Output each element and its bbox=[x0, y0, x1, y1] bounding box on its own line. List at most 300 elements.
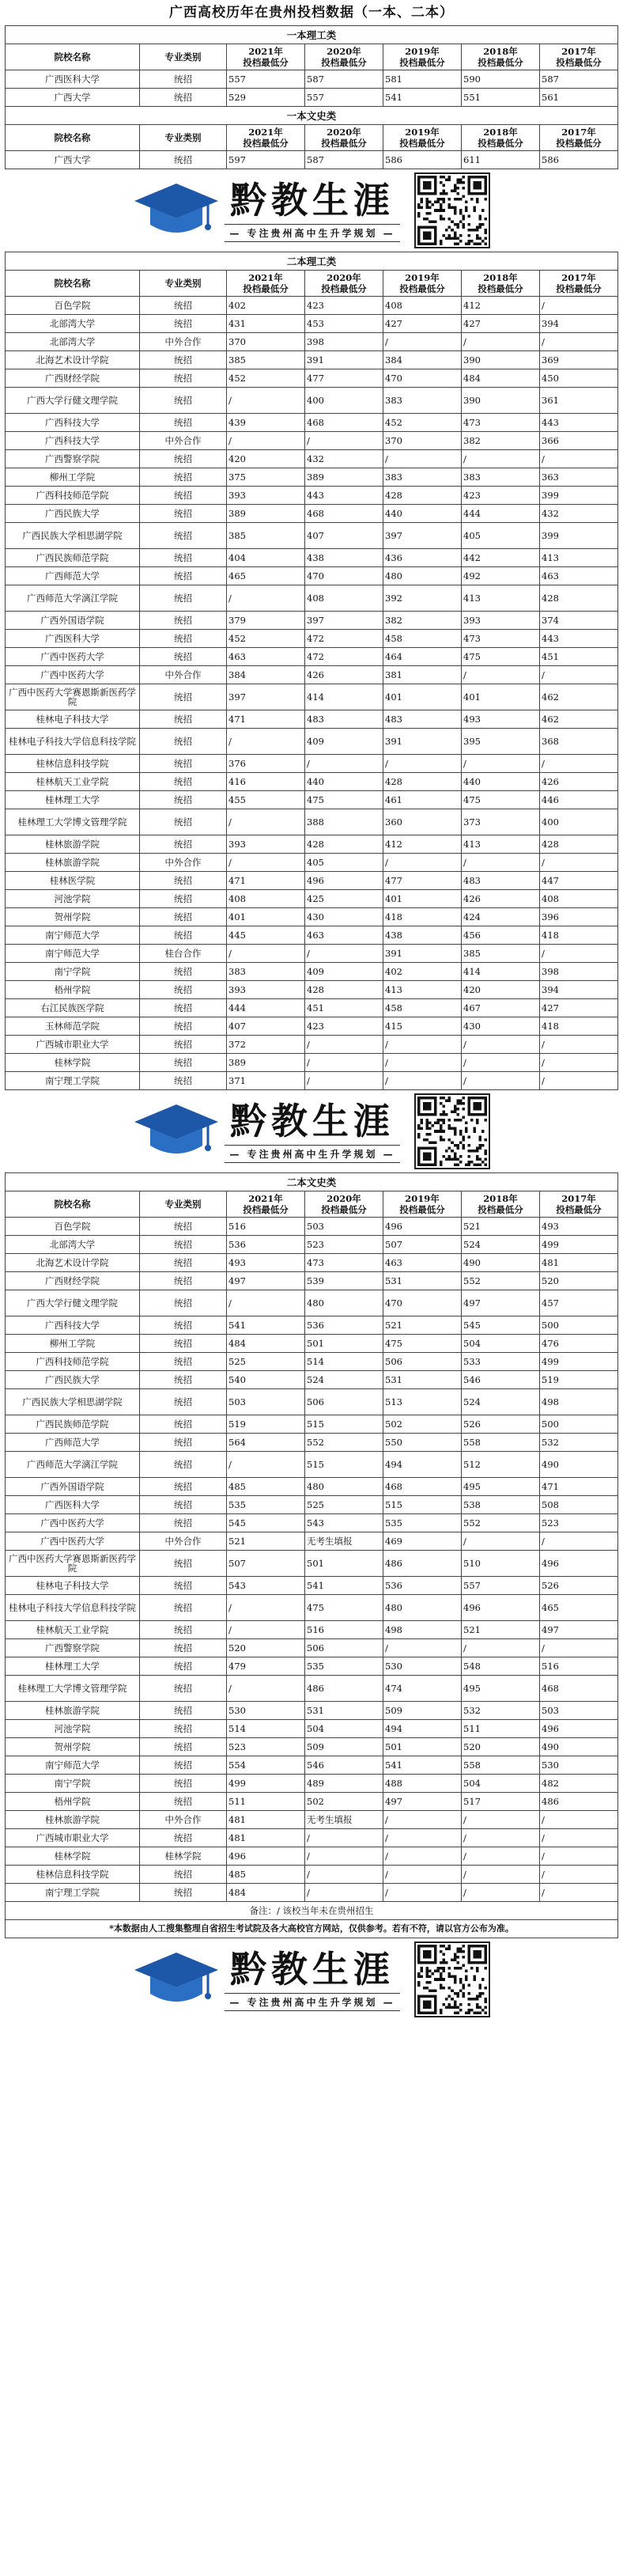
major-type: 统招 bbox=[140, 1254, 227, 1272]
table-row bbox=[6, 908, 618, 926]
min-score: 535 bbox=[383, 1514, 462, 1532]
table-row bbox=[6, 999, 618, 1017]
min-score: 538 bbox=[462, 1496, 540, 1514]
min-score: 581 bbox=[383, 70, 462, 89]
min-score: 552 bbox=[305, 1434, 383, 1452]
header-year bbox=[305, 125, 383, 151]
header-year bbox=[540, 1191, 618, 1218]
min-score: 550 bbox=[383, 1434, 462, 1452]
brand-slogan: — 专注贵州高中生升学规划 — bbox=[225, 1993, 399, 2011]
min-score: 496 bbox=[305, 872, 383, 890]
brand-name: 黔教生涯 bbox=[229, 1099, 395, 1142]
table-row bbox=[6, 1389, 618, 1415]
document bbox=[5, 0, 618, 2021]
min-score: 472 bbox=[305, 648, 383, 666]
school-name: 广西民族大学相思湖学院 bbox=[6, 523, 140, 549]
min-score: / bbox=[383, 1847, 462, 1866]
header-year-sub: 投档最低分 bbox=[321, 138, 367, 149]
min-score: 483 bbox=[383, 710, 462, 729]
min-score: 541 bbox=[227, 1316, 305, 1335]
header-year bbox=[305, 44, 383, 70]
table-row bbox=[6, 1514, 618, 1532]
min-score: 452 bbox=[227, 369, 305, 388]
min-score: 482 bbox=[540, 1775, 618, 1793]
table-row bbox=[6, 1371, 618, 1389]
header-year bbox=[540, 125, 618, 151]
min-score: 399 bbox=[540, 523, 618, 549]
table-row bbox=[6, 1775, 618, 1793]
header-year-sub: 投档最低分 bbox=[556, 1204, 602, 1215]
table-row bbox=[6, 666, 618, 684]
min-score: 488 bbox=[383, 1775, 462, 1793]
header-year bbox=[462, 1191, 540, 1218]
min-score: 405 bbox=[305, 854, 383, 872]
min-score: 503 bbox=[305, 1218, 383, 1236]
table-row bbox=[6, 1272, 618, 1290]
table-row bbox=[6, 1316, 618, 1335]
min-score: 597 bbox=[227, 151, 305, 169]
min-score: 392 bbox=[383, 585, 462, 612]
min-score: 557 bbox=[462, 1577, 540, 1595]
major-type: 统招 bbox=[140, 729, 227, 755]
school-name: 广西中医药大学赛恩斯新医药学院 bbox=[6, 1551, 140, 1577]
min-score: 430 bbox=[305, 908, 383, 926]
min-score: 467 bbox=[462, 999, 540, 1017]
min-score: 385 bbox=[227, 351, 305, 369]
min-score: 558 bbox=[462, 1756, 540, 1775]
school-name: 广西城市职业大学 bbox=[6, 1829, 140, 1847]
major-type: 统招 bbox=[140, 963, 227, 981]
major-type: 统招 bbox=[140, 1290, 227, 1316]
min-score: 401 bbox=[227, 908, 305, 926]
min-score: / bbox=[383, 450, 462, 468]
header-year bbox=[383, 1191, 462, 1218]
min-score: / bbox=[383, 1036, 462, 1054]
major-type: 统招 bbox=[140, 710, 227, 729]
min-score: 504 bbox=[462, 1335, 540, 1353]
min-score: 440 bbox=[305, 773, 383, 791]
min-score: 407 bbox=[305, 523, 383, 549]
min-score: 407 bbox=[227, 1017, 305, 1036]
min-score: 无考生填报 bbox=[305, 1811, 383, 1829]
min-score: 473 bbox=[305, 1254, 383, 1272]
min-score: 490 bbox=[540, 1738, 618, 1756]
major-type: 中外合作 bbox=[140, 854, 227, 872]
header-row bbox=[6, 44, 618, 70]
min-score: / bbox=[540, 1829, 618, 1847]
min-score: / bbox=[383, 1639, 462, 1657]
major-type: 统招 bbox=[140, 549, 227, 567]
header-year-sub: 投档最低分 bbox=[478, 138, 523, 149]
table-row bbox=[6, 890, 618, 908]
min-score: 462 bbox=[540, 684, 618, 710]
min-score: 508 bbox=[540, 1496, 618, 1514]
min-score: 426 bbox=[305, 666, 383, 684]
brand-banner-1 bbox=[5, 169, 618, 252]
min-score: 502 bbox=[305, 1793, 383, 1811]
major-type: 统招 bbox=[140, 872, 227, 890]
min-score: 484 bbox=[462, 369, 540, 388]
min-score: 409 bbox=[305, 963, 383, 981]
min-score: 430 bbox=[462, 1017, 540, 1036]
min-score: / bbox=[305, 1847, 383, 1866]
header-year bbox=[227, 271, 305, 297]
school-name: 广西财经学院 bbox=[6, 1272, 140, 1290]
min-score: / bbox=[383, 1054, 462, 1072]
brand-cap bbox=[133, 1948, 220, 2011]
header-year bbox=[383, 125, 462, 151]
major-type: 统招 bbox=[140, 1639, 227, 1657]
major-type: 统招 bbox=[140, 755, 227, 773]
min-score: 393 bbox=[462, 612, 540, 630]
min-score: 587 bbox=[305, 151, 383, 169]
table-row bbox=[6, 1577, 618, 1595]
header-year-sub: 投档最低分 bbox=[321, 57, 367, 68]
min-score: / bbox=[462, 1884, 540, 1902]
min-score: 484 bbox=[227, 1335, 305, 1353]
major-type: 统招 bbox=[140, 809, 227, 835]
min-score: / bbox=[540, 1884, 618, 1902]
min-score: 504 bbox=[305, 1720, 383, 1738]
major-type: 中外合作 bbox=[140, 1811, 227, 1829]
table-row bbox=[6, 1218, 618, 1236]
school-name: 贺州学院 bbox=[6, 908, 140, 926]
table-row bbox=[6, 468, 618, 487]
min-score: / bbox=[540, 854, 618, 872]
min-score: / bbox=[540, 333, 618, 351]
min-score: / bbox=[540, 755, 618, 773]
table-row bbox=[6, 297, 618, 315]
section-label: 一本文史类 bbox=[6, 107, 618, 125]
table-tier2-arts bbox=[5, 1172, 618, 1902]
min-score: 561 bbox=[540, 89, 618, 107]
min-score: 395 bbox=[462, 729, 540, 755]
table-row bbox=[6, 1434, 618, 1452]
min-score: 415 bbox=[383, 1017, 462, 1036]
min-score: 383 bbox=[383, 468, 462, 487]
min-score: 477 bbox=[383, 872, 462, 890]
min-score: 545 bbox=[462, 1316, 540, 1335]
min-score: 531 bbox=[383, 1371, 462, 1389]
header-year-sub: 投档最低分 bbox=[243, 283, 289, 294]
min-score: / bbox=[540, 1639, 618, 1657]
brand-banner-2 bbox=[5, 1090, 618, 1172]
min-score: / bbox=[305, 1884, 383, 1902]
header-year-label: 2018年 bbox=[483, 46, 518, 57]
table-row bbox=[6, 505, 618, 523]
table-row bbox=[6, 414, 618, 432]
min-score: 428 bbox=[305, 981, 383, 999]
min-score: 480 bbox=[383, 1595, 462, 1621]
school-name: 桂林电子科技大学 bbox=[6, 710, 140, 729]
min-score: 479 bbox=[227, 1657, 305, 1676]
min-score: 490 bbox=[462, 1254, 540, 1272]
table-row bbox=[6, 729, 618, 755]
min-score: 384 bbox=[227, 666, 305, 684]
min-score: 611 bbox=[462, 151, 540, 169]
min-score: 493 bbox=[227, 1254, 305, 1272]
min-score: 471 bbox=[227, 872, 305, 890]
major-type: 统招 bbox=[140, 1621, 227, 1639]
table-row bbox=[6, 1496, 618, 1514]
min-score: 420 bbox=[462, 981, 540, 999]
min-score: 523 bbox=[540, 1514, 618, 1532]
min-score: 366 bbox=[540, 432, 618, 450]
school-name: 桂林信息科技学院 bbox=[6, 1866, 140, 1884]
min-score: 393 bbox=[227, 487, 305, 505]
min-score: 530 bbox=[383, 1657, 462, 1676]
school-name: 广西科技大学 bbox=[6, 414, 140, 432]
min-score: 462 bbox=[540, 710, 618, 729]
min-score: / bbox=[227, 809, 305, 835]
major-type: 统招 bbox=[140, 773, 227, 791]
major-type: 统招 bbox=[140, 1551, 227, 1577]
min-score: 412 bbox=[462, 297, 540, 315]
min-score: 486 bbox=[540, 1793, 618, 1811]
min-score: 463 bbox=[383, 1254, 462, 1272]
min-score: 428 bbox=[383, 487, 462, 505]
min-score: 509 bbox=[383, 1702, 462, 1720]
school-name: 右江民族医学院 bbox=[6, 999, 140, 1017]
graduation-cap-icon bbox=[133, 1948, 220, 2011]
table-row bbox=[6, 945, 618, 963]
min-score: 497 bbox=[383, 1793, 462, 1811]
min-score: / bbox=[462, 666, 540, 684]
school-name: 南宁师范大学 bbox=[6, 945, 140, 963]
min-score: 382 bbox=[462, 432, 540, 450]
min-score: 523 bbox=[305, 1236, 383, 1254]
min-score: 554 bbox=[227, 1756, 305, 1775]
min-score: 447 bbox=[540, 872, 618, 890]
major-type: 统招 bbox=[140, 1415, 227, 1434]
table-row bbox=[6, 1884, 618, 1902]
min-score: 503 bbox=[540, 1702, 618, 1720]
major-type: 统招 bbox=[140, 1371, 227, 1389]
major-type: 统招 bbox=[140, 999, 227, 1017]
table-row bbox=[6, 89, 618, 107]
min-score: 489 bbox=[305, 1775, 383, 1793]
min-score: 414 bbox=[305, 684, 383, 710]
min-score: 451 bbox=[540, 648, 618, 666]
min-score: 524 bbox=[462, 1236, 540, 1254]
table-row bbox=[6, 1621, 618, 1639]
min-score: 408 bbox=[383, 297, 462, 315]
min-score: 388 bbox=[305, 809, 383, 835]
min-score: 475 bbox=[383, 1335, 462, 1353]
school-name: 梧州学院 bbox=[6, 981, 140, 999]
min-score: 427 bbox=[462, 315, 540, 333]
header-school: 院校名称 bbox=[6, 125, 140, 151]
table-row bbox=[6, 1702, 618, 1720]
school-name: 广西科技师范学院 bbox=[6, 1353, 140, 1371]
min-score: / bbox=[383, 1072, 462, 1090]
min-score: 445 bbox=[227, 926, 305, 945]
min-score: 438 bbox=[305, 549, 383, 567]
qr-code-icon bbox=[417, 176, 487, 245]
header-year-label: 2019年 bbox=[405, 127, 440, 138]
school-name: 广西警察学院 bbox=[6, 450, 140, 468]
table-row bbox=[6, 1595, 618, 1621]
min-score: 496 bbox=[540, 1551, 618, 1577]
min-score: 470 bbox=[383, 369, 462, 388]
min-score: 428 bbox=[540, 835, 618, 854]
major-type: 统招 bbox=[140, 450, 227, 468]
school-name: 河池学院 bbox=[6, 1720, 140, 1738]
min-score: 390 bbox=[462, 388, 540, 414]
major-type: 统招 bbox=[140, 1595, 227, 1621]
min-score: 490 bbox=[540, 1452, 618, 1478]
header-year bbox=[540, 44, 618, 70]
min-score: / bbox=[383, 1866, 462, 1884]
min-score: 539 bbox=[305, 1272, 383, 1290]
min-score: 385 bbox=[227, 523, 305, 549]
min-score: 500 bbox=[540, 1316, 618, 1335]
table-row bbox=[6, 1639, 618, 1657]
brand-text bbox=[225, 1100, 399, 1163]
header-year-sub: 投档最低分 bbox=[321, 1204, 367, 1215]
min-score: 536 bbox=[305, 1316, 383, 1335]
min-score: 452 bbox=[227, 630, 305, 648]
major-type: 中外合作 bbox=[140, 432, 227, 450]
min-score: 515 bbox=[305, 1415, 383, 1434]
school-name: 广西大学行健文理学院 bbox=[6, 388, 140, 414]
header-year-label: 2018年 bbox=[483, 1193, 518, 1204]
header-school: 院校名称 bbox=[6, 44, 140, 70]
min-score: / bbox=[227, 1290, 305, 1316]
qr-code-icon bbox=[417, 1945, 487, 2014]
min-score: / bbox=[227, 945, 305, 963]
school-name: 桂林信息科技学院 bbox=[6, 755, 140, 773]
min-score: 485 bbox=[227, 1478, 305, 1496]
min-score: 464 bbox=[383, 648, 462, 666]
min-score: / bbox=[227, 585, 305, 612]
min-score: 557 bbox=[305, 89, 383, 107]
min-score: 493 bbox=[540, 1218, 618, 1236]
table-row bbox=[6, 809, 618, 835]
school-name: 桂林学院 bbox=[6, 1054, 140, 1072]
min-score: 458 bbox=[383, 630, 462, 648]
major-type: 统招 bbox=[140, 1478, 227, 1496]
min-score: 401 bbox=[383, 684, 462, 710]
min-score: 501 bbox=[305, 1551, 383, 1577]
brand-logo bbox=[133, 1941, 489, 2017]
header-year bbox=[227, 125, 305, 151]
section-band bbox=[6, 26, 618, 44]
min-score: 587 bbox=[540, 70, 618, 89]
min-score: 511 bbox=[462, 1720, 540, 1738]
qr-code bbox=[414, 172, 490, 248]
min-score: 552 bbox=[462, 1272, 540, 1290]
school-name: 桂林旅游学院 bbox=[6, 1811, 140, 1829]
min-score: 424 bbox=[462, 908, 540, 926]
header-school: 院校名称 bbox=[6, 1191, 140, 1218]
brand-logo bbox=[133, 1093, 489, 1169]
min-score: 440 bbox=[462, 773, 540, 791]
table-row bbox=[6, 388, 618, 414]
min-score: / bbox=[540, 297, 618, 315]
min-score: 497 bbox=[540, 1621, 618, 1639]
min-score: 495 bbox=[462, 1676, 540, 1702]
header-year bbox=[540, 271, 618, 297]
min-score: 无考生填报 bbox=[305, 1532, 383, 1551]
header-year-label: 2020年 bbox=[327, 272, 361, 283]
min-score: 552 bbox=[462, 1514, 540, 1532]
qr-code-icon bbox=[417, 1097, 487, 1166]
school-name: 广西外国语学院 bbox=[6, 1478, 140, 1496]
min-score: 399 bbox=[540, 487, 618, 505]
min-score: 493 bbox=[462, 710, 540, 729]
table-row bbox=[6, 1676, 618, 1702]
table-row bbox=[6, 1720, 618, 1738]
min-score: 471 bbox=[227, 710, 305, 729]
min-score: 531 bbox=[305, 1702, 383, 1720]
min-score: 477 bbox=[305, 369, 383, 388]
major-type: 统招 bbox=[140, 89, 227, 107]
min-score: 507 bbox=[227, 1551, 305, 1577]
section-label: 二本理工类 bbox=[6, 252, 618, 271]
header-year bbox=[462, 125, 540, 151]
table-row bbox=[6, 1236, 618, 1254]
header-year bbox=[462, 44, 540, 70]
min-score: 451 bbox=[305, 999, 383, 1017]
min-score: 533 bbox=[462, 1353, 540, 1371]
school-name: 广西民族大学 bbox=[6, 1371, 140, 1389]
min-score: 381 bbox=[383, 666, 462, 684]
major-type: 统招 bbox=[140, 1434, 227, 1452]
major-type: 统招 bbox=[140, 414, 227, 432]
min-score: 442 bbox=[462, 549, 540, 567]
table-row bbox=[6, 963, 618, 981]
min-score: / bbox=[227, 1452, 305, 1478]
header-type: 专业类别 bbox=[140, 271, 227, 297]
major-type: 中外合作 bbox=[140, 333, 227, 351]
major-type: 中外合作 bbox=[140, 1532, 227, 1551]
school-name: 广西外国语学院 bbox=[6, 612, 140, 630]
min-score: / bbox=[305, 1829, 383, 1847]
min-score: 486 bbox=[305, 1676, 383, 1702]
min-score: 511 bbox=[227, 1793, 305, 1811]
table-row bbox=[6, 432, 618, 450]
min-score: 401 bbox=[383, 890, 462, 908]
min-score: / bbox=[227, 1621, 305, 1639]
min-score: 499 bbox=[227, 1775, 305, 1793]
min-score: 516 bbox=[540, 1657, 618, 1676]
min-score: 383 bbox=[383, 388, 462, 414]
table-row bbox=[6, 791, 618, 809]
table-row bbox=[6, 612, 618, 630]
min-score: / bbox=[383, 1829, 462, 1847]
min-score: 470 bbox=[383, 1290, 462, 1316]
min-score: 471 bbox=[540, 1478, 618, 1496]
section-label: 一本理工类 bbox=[6, 26, 618, 44]
min-score: 385 bbox=[462, 945, 540, 963]
min-score: 370 bbox=[227, 333, 305, 351]
min-score: 450 bbox=[540, 369, 618, 388]
min-score: 456 bbox=[462, 926, 540, 945]
min-score: 468 bbox=[305, 414, 383, 432]
min-score: 529 bbox=[227, 89, 305, 107]
min-score: / bbox=[305, 945, 383, 963]
min-score: 389 bbox=[227, 505, 305, 523]
major-type: 桂台合作 bbox=[140, 945, 227, 963]
major-type: 统招 bbox=[140, 648, 227, 666]
school-name: 贺州学院 bbox=[6, 1738, 140, 1756]
min-score: 370 bbox=[383, 432, 462, 450]
min-score: 501 bbox=[305, 1335, 383, 1353]
header-year-sub: 投档最低分 bbox=[399, 283, 445, 294]
school-name: 广西科技大学 bbox=[6, 432, 140, 450]
min-score: / bbox=[540, 1072, 618, 1090]
